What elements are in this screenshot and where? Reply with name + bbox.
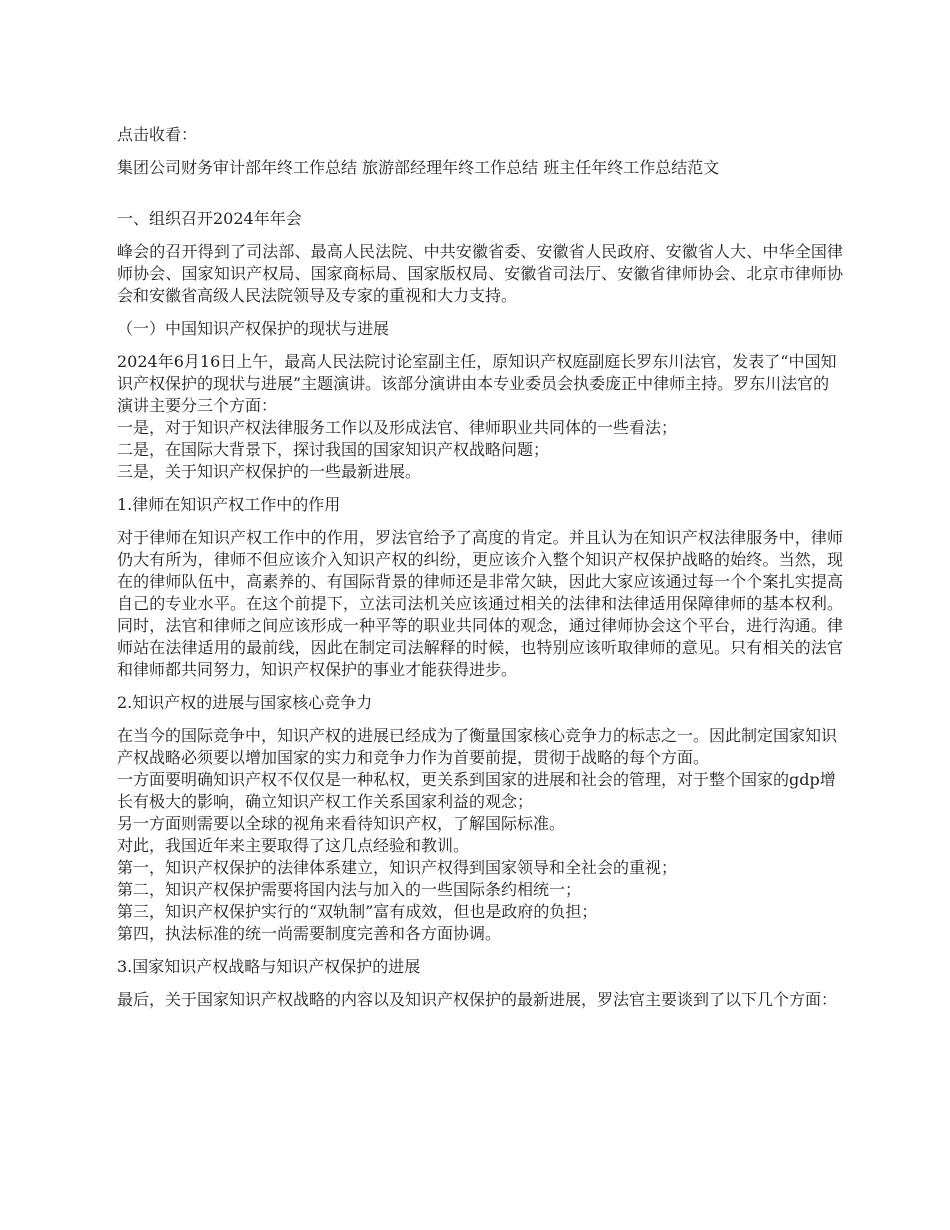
document-page: [117, 124, 843, 1022]
ip-line-5: 第二，知识产权保护需要将国内法与加入的一些国际条约相统一；: [117, 880, 582, 899]
speech-point-1: 一是，对于知识产权法律服务工作以及形成法官、律师职业共同体的一些看法；: [117, 418, 678, 437]
ip-line-6: 第三，知识产权保护实行的“双轨制”富有成效，但也是政府的负担；: [117, 902, 598, 921]
ip-line-2: 另一方面则需要以全球的视角来看待知识产权，了解国际标准。: [117, 814, 566, 833]
ip-competitiveness-intro: 在当今的国际竞争中，知识产权的进展已经成为了衡量国家核心竞争力的标志之一。因此制定国家知识产权战略必须要以增加国家的实力和竞争力作为首要前提，贯彻于战略的每个方面。: [117, 726, 838, 767]
summit-support-paragraph: 峰会的召开得到了司法部、最高人民法院、中共安徽省委、安徽省人民政府、安徽省人大、中华全国律师协会、国家知识产权局、国家商标局、国家版权局、安徽省司法厅、安徽省律师协会、北京市律师协会和安徽省高级人民法院领导及专家的重视和大力支持。: [117, 242, 843, 305]
ip-line-4: 第一，知识产权保护的法律体系建立，知识产权得到国家领导和全社会的重视；: [117, 858, 678, 877]
speech-intro-paragraph: 2024年6月16日上午，最高人民法院讨论室副主任，原知识产权庭副庭长罗东川法官，发表了“中国知识产权保护的现状与进展”主题演讲。该部分演讲由本专业委员会执委庞正中律师主持。罗东川法官的演讲主要分三个方面：: [117, 352, 837, 415]
heading-lawyer-role: 1.律师在知识产权工作中的作用: [117, 495, 341, 514]
speech-point-3: 三是，关于知识产权保护的一些最新进展。: [117, 462, 422, 481]
ip-line-7: 第四，执法标准的统一尚需要制度完善和各方面协调。: [117, 924, 502, 943]
speech-intro-block: [117, 351, 843, 483]
ip-line-1: 一方面要明确知识产权不仅仅是一种私权，更关系到国家的进展和社会的管理，对于整个国家的gdp增长有极大的影响，确立知识产权工作关系国家利益的观念；: [117, 770, 836, 811]
ip-competitiveness-block: [117, 725, 843, 945]
click-view-label: 点击收看：: [117, 125, 198, 144]
related-links: [117, 157, 843, 179]
section-heading-annual-meeting: 一、组织召开2024年年会: [117, 209, 302, 228]
link-head-teacher-summary[interactable]: 班主任年终工作总结范文: [543, 158, 720, 177]
ip-strategy-paragraph: 最后，关于国家知识产权战略的内容以及知识产权保护的最新进展，罗法官主要谈到了以下几个方面：: [117, 990, 838, 1009]
heading-ip-strategy: 3.国家知识产权战略与知识产权保护的进展: [117, 957, 421, 976]
link-travel-manager-summary[interactable]: 旅游部经理年终工作总结: [362, 158, 539, 177]
subsection-heading-ip-status: （一）中国知识产权保护的现状与进展: [117, 319, 390, 338]
heading-ip-competitiveness: 2.知识产权的进展与国家核心竞争力: [117, 693, 373, 712]
lawyer-role-paragraph: 对于律师在知识产权工作中的作用，罗法官给予了高度的肯定。并且认为在知识产权法律服务中，律师仍大有所为，律师不但应该介入知识产权的纠纷，更应该介入整个知识产权保护战略的始终。当然，现在的律师队伍中，高素养的、有国际背景的律师还是非常欠缺，因此大家应该通过每一个个案扎实提高自己的专业水平。在这个前提下，立法司法机关应该通过相关的法律和法律适用保障律师的基本权利。同时，法官和律师之间应该形成一种平等的职业共同体的观念，通过律师协会这个平台，进行沟通。律师站在法律适用的最前线，因此在制定司法解释的时候，也特别应该听取律师的意见。只有相关的法官和律师都共同努力，知识产权保护的事业才能获得进步。: [117, 528, 843, 679]
speech-point-2: 二是，在国际大背景下，探讨我国的国家知识产权战略问题；: [117, 440, 550, 459]
link-finance-audit-summary[interactable]: 集团公司财务审计部年终工作总结: [117, 158, 358, 177]
ip-line-3: 对此，我国近年来主要取得了这几点经验和教训。: [117, 836, 470, 855]
